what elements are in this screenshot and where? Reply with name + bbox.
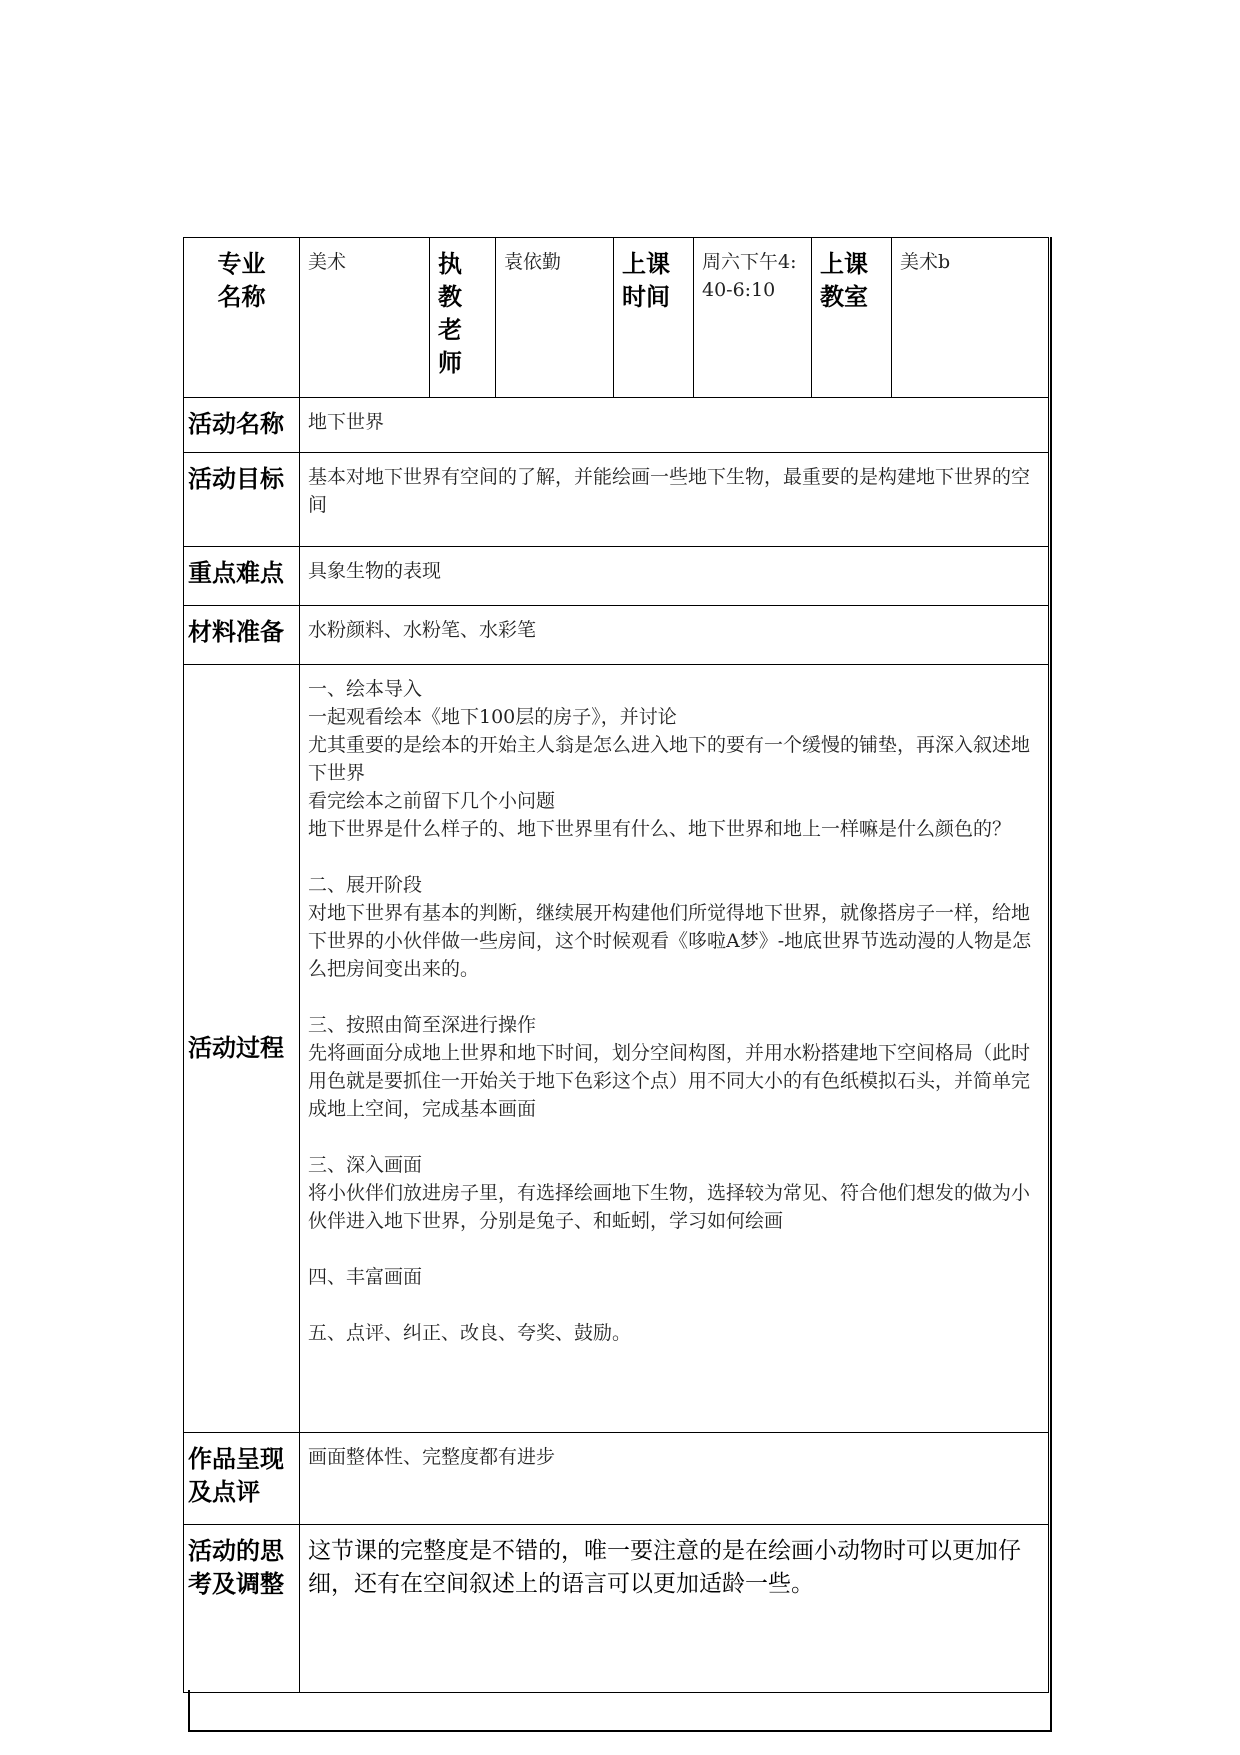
process-line bbox=[308, 1123, 1040, 1151]
frame-shadow-left bbox=[188, 1690, 190, 1732]
material-value: 水粉颜料、水粉笔、水彩笔 bbox=[300, 606, 1049, 665]
goal-row bbox=[184, 453, 1049, 547]
process-line: 将小伙伴们放进房子里，有选择绘画地下生物，选择较为常见、符合他们想发的做为小伙伴进入地下世界，分别是兔子、和蚯蚓，学习如何绘画 bbox=[308, 1182, 1031, 1232]
work-label: 作品呈现及点评 bbox=[184, 1433, 300, 1525]
process-line: 三、按照由简至深进行操作 bbox=[308, 1014, 537, 1036]
process-line: 尤其重要的是绘本的开始主人翁是怎么进入地下的要有一个缓慢的铺垫，再深入叙述地下世界 bbox=[308, 734, 1031, 784]
process-line: 先将画面分成地上世界和地下时间，划分空间构图，并用水粉搭建地下空间格局（此时用色就是要抓住一开始关于地下色彩这个点）用不同大小的有色纸模拟石头，并简单完成地上空间，完成基本画面 bbox=[308, 1042, 1031, 1120]
room-label: 上课教室 bbox=[812, 238, 892, 398]
goal-label: 活动目标 bbox=[184, 453, 300, 547]
process-line bbox=[308, 1291, 1040, 1319]
process-line: 一、绘本导入 bbox=[308, 678, 423, 700]
process-label: 活动过程 bbox=[184, 665, 300, 1433]
goal-value: 基本对地下世界有空间的了解，并能绘画一些地下生物，最重要的是构建地下世界的空间 bbox=[300, 453, 1049, 547]
work-value: 画面整体性、完整度都有进步 bbox=[300, 1433, 1049, 1525]
process-line: 五、点评、纠正、改良、夸奖、鼓励。 bbox=[308, 1322, 632, 1344]
process-line bbox=[308, 843, 1040, 871]
material-row bbox=[184, 606, 1049, 665]
reflection-label: 活动的思考及调整 bbox=[184, 1525, 300, 1693]
process-line bbox=[308, 1235, 1040, 1263]
activity-name-value: 地下世界 bbox=[300, 398, 1049, 453]
frame-shadow-right bbox=[1050, 237, 1052, 1732]
process-line: 地下世界是什么样子的、地下世界里有什么、地下世界和地上一样嘛是什么颜色的？ bbox=[308, 818, 1012, 840]
process-line: 四、丰富画面 bbox=[308, 1266, 423, 1288]
activity-name-label: 活动名称 bbox=[184, 398, 300, 453]
process-line: 三、深入画面 bbox=[308, 1154, 423, 1176]
process-line: 二、展开阶段 bbox=[308, 874, 423, 896]
teacher-value: 袁依勤 bbox=[496, 238, 614, 398]
process-content bbox=[300, 665, 1049, 1433]
process-line bbox=[308, 983, 1040, 1011]
major-label: 专业名称 bbox=[184, 238, 300, 398]
activity-name-row bbox=[184, 398, 1049, 453]
reflection-value: 这节课的完整度是不错的，唯一要注意的是在绘画小动物时可以更加仔细，还有在空间叙述上的语言可以更加适龄一些。 bbox=[300, 1525, 1049, 1693]
key-value: 具象生物的表现 bbox=[300, 547, 1049, 606]
reflection-row bbox=[184, 1525, 1049, 1693]
teacher-label: 执教老师 bbox=[430, 238, 496, 398]
major-value: 美术 bbox=[300, 238, 430, 398]
header-row bbox=[184, 238, 1049, 398]
key-row bbox=[184, 547, 1049, 606]
lesson-plan-table bbox=[183, 237, 1049, 1693]
time-label: 上课时间 bbox=[614, 238, 694, 398]
material-label: 材料准备 bbox=[184, 606, 300, 665]
time-value: 周六下午4:40-6:10 bbox=[694, 238, 812, 398]
process-line: 一起观看绘本《地下100层的房子》，并讨论 bbox=[308, 706, 677, 728]
process-line: 看完绘本之前留下几个小问题 bbox=[308, 790, 556, 812]
frame-shadow-bottom bbox=[188, 1730, 1052, 1732]
room-value: 美术b bbox=[892, 238, 1049, 398]
process-line: 对地下世界有基本的判断，继续展开构建他们所觉得地下世界，就像搭房子一样，给地下世界的小伙伴做一些房间，这个时候观看《哆啦A梦》-地底世界节选动漫的人物是怎么把房间变出来的。 bbox=[308, 902, 1032, 980]
work-row bbox=[184, 1433, 1049, 1525]
key-label: 重点难点 bbox=[184, 547, 300, 606]
process-row bbox=[184, 665, 1049, 1433]
